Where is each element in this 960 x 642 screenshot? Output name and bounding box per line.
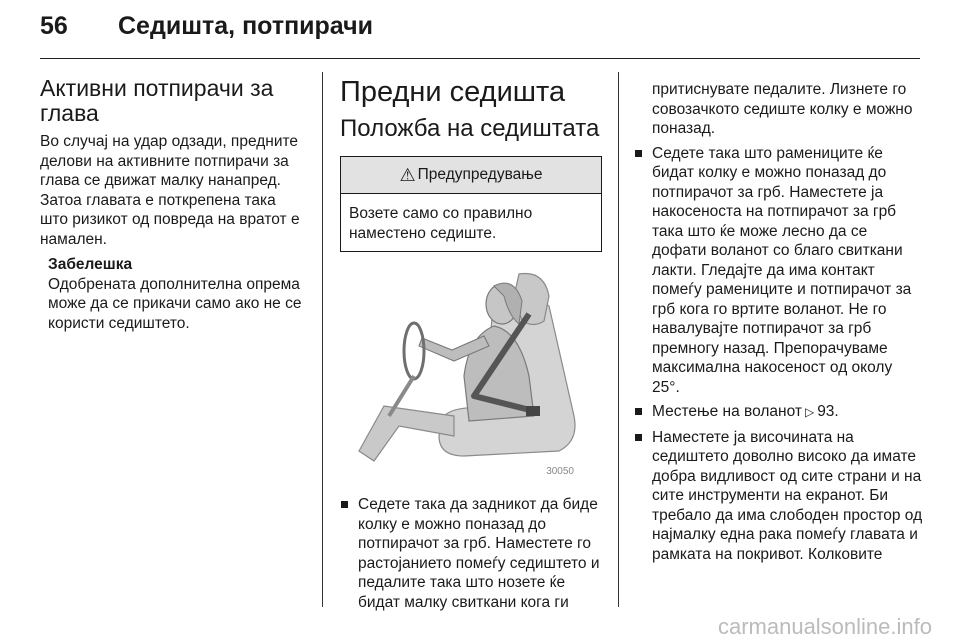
square-bullet-icon (341, 501, 348, 508)
list-item-text: Седете така што рамениците ќе бидат колку е можно поназад до потпирачот за грб. Наместете ја накосеноста на потпирачот за грб така што ќе може лесно да се дофати воланот со благо свиткани лакти. Гледајте да има контакт помеѓу рамениците и потпирачот за грб кога го вртите воланот. Не го навалувајте потпирачот за грб премногу назад. Препорачуваме максимална накосеност од околу 25°. (652, 144, 912, 396)
warning-box (340, 156, 602, 252)
bullet-list-middle (340, 495, 604, 612)
note-block (40, 255, 308, 333)
warning-text: Возете само со правилно наместено седиште. (349, 205, 533, 242)
front-seats-title: Предни седишта (340, 76, 566, 108)
warning-title: Предупредување (417, 166, 543, 183)
square-bullet-icon (635, 434, 642, 441)
section-title: Седишта, потпирачи (118, 12, 373, 40)
watermark: carmanualsonline.info (717, 614, 932, 639)
list-item-text: Местење на воланот (652, 403, 802, 420)
column-divider-2 (618, 72, 619, 607)
list-item (634, 402, 924, 423)
warning-header (341, 157, 601, 194)
list-item (634, 144, 924, 398)
arrow-ref-icon[interactable]: ▷ (804, 405, 815, 419)
column-middle (340, 76, 604, 617)
seated-driver-illustration (344, 266, 602, 481)
warning-triangle-icon: ⚠ (399, 164, 416, 185)
headrest-heading: Активни потпирачи за глава (40, 75, 274, 126)
square-bullet-icon (635, 150, 642, 157)
figure-code: 30050 (546, 466, 574, 477)
note-title: Забелешка (48, 256, 133, 273)
note-text: Одобрената дополнителна опрема може да се прикачи само ако не се користи седиштето. (48, 275, 302, 332)
continued-text: притиснувате педалите. Лизнете го совозачкото седиште колку е можно поназад. (652, 81, 913, 137)
seat-position-subtitle: Положба на седиштата (340, 115, 600, 142)
page-reference[interactable]: 93. (817, 403, 839, 420)
bullet-list-right (634, 144, 924, 565)
column-divider-1 (322, 72, 323, 607)
column-left (40, 76, 308, 333)
page-number: 56 (40, 12, 68, 40)
list-item-text: Седете така да задникот да биде колку е можно поназад до потпирачот за грб. Наместете го растојанието помеѓу седиштето и педалите така што нозете ќе бидат малку свиткани кога ги (358, 496, 600, 611)
headrest-paragraph: Во случај на удар одзади, предните делови на активните потпирачи за глава се движат малку нанапред. Затоа главата е поткрепена така што ризикот од повреда на вратот е намален. (40, 133, 300, 248)
column-right (634, 80, 924, 569)
list-item (634, 428, 924, 565)
square-bullet-icon (635, 408, 642, 415)
page-header (40, 12, 373, 41)
header-rule (40, 58, 920, 59)
list-item-text: Наместете ја височината на седиштето доволно високо да имате добра видливост од сите страни и на сите инструменти на екранот. Би требало да има слободен простор од најмалку една рака помеѓу главата и рамката на покривот. Колковите (652, 428, 923, 563)
list-item (340, 495, 604, 612)
